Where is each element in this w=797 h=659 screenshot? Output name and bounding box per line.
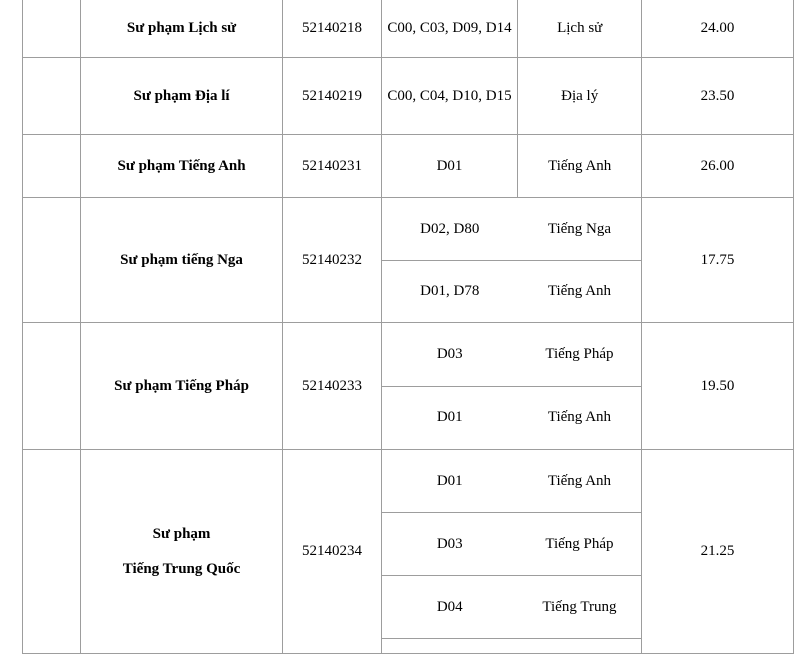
- subject-group-table: [382, 324, 641, 449]
- row-index-cell: [23, 323, 81, 450]
- benchmark-score-cell: 17.75: [641, 198, 793, 323]
- major-code-cell: 52140233: [283, 323, 381, 450]
- subject-group-row: [382, 576, 641, 639]
- major-code-cell: 52140234: [283, 450, 381, 654]
- main-subject-cell: Lịch sử: [518, 0, 642, 58]
- subject-block-cell: D03: [382, 513, 518, 576]
- main-subject-cell: Tiếng Pháp: [518, 324, 641, 387]
- benchmark-score-cell: 23.50: [641, 58, 793, 135]
- major-name-cell: Sư phạm Địa lí: [80, 58, 283, 135]
- subject-group-row: [382, 199, 641, 261]
- subject-group-row: [382, 639, 641, 654]
- row-index-cell: [23, 135, 81, 198]
- major-name-cell: Sư phạm tiếng Nga: [80, 198, 283, 323]
- subject-block-cell: D02, D80: [382, 199, 518, 261]
- main-subject-cell: Tiếng Trung: [518, 576, 641, 639]
- main-subject-cell: Địa lý: [518, 58, 642, 135]
- subject-group-table: [382, 450, 641, 653]
- subject-group-row: [382, 260, 641, 322]
- subject-block-cell: D01: [436, 409, 463, 426]
- main-subject-cell: Tiếng Anh: [518, 135, 642, 198]
- subject-block-cell: D01, D78: [420, 282, 480, 299]
- subject-block-cell: D03: [382, 324, 518, 387]
- subject-group-cell: [381, 450, 641, 654]
- main-subject-cell: Tiếng Anh: [547, 409, 612, 426]
- row-index-cell: [23, 198, 81, 323]
- major-code-cell: 52140231: [283, 135, 381, 198]
- row-index-cell: [23, 450, 81, 654]
- major-code-cell: 52140218: [283, 0, 381, 58]
- table-row: [23, 323, 794, 450]
- subject-block-cell: D01: [381, 135, 518, 198]
- benchmark-score-cell: 19.50: [641, 323, 793, 450]
- major-code-cell: 52140232: [283, 198, 381, 323]
- row-index-cell: [23, 0, 81, 58]
- subject-group-cell: [381, 198, 641, 323]
- major-name-cell: Sư phạm Tiếng Pháp: [80, 323, 283, 450]
- main-subject-cell: Tiếng Nga: [518, 199, 641, 261]
- major-code-cell: 52140219: [283, 58, 381, 135]
- main-subject-cell: Tiếng Anh: [547, 282, 612, 299]
- table-row: [23, 58, 794, 135]
- table-row: [23, 198, 794, 323]
- admissions-score-table: [22, 0, 794, 654]
- subject-group-row: [382, 450, 641, 513]
- main-subject-cell: [518, 639, 641, 654]
- benchmark-score-cell: 26.00: [641, 135, 793, 198]
- table-row: [23, 450, 794, 654]
- benchmark-score-cell: 24.00: [641, 0, 793, 58]
- subject-group-row: [382, 324, 641, 387]
- main-subject-cell: Tiếng Anh: [518, 450, 641, 513]
- row-index-cell: [23, 58, 81, 135]
- major-name-cell: Sư phạm Tiếng Trung Quốc: [80, 450, 283, 654]
- subject-group-row: [382, 386, 641, 449]
- subject-block-cell: C00, C03, D09, D14: [381, 0, 518, 58]
- major-name-cell: Sư phạm Tiếng Anh: [80, 135, 283, 198]
- subject-block-cell: [382, 639, 518, 654]
- table-row: [23, 0, 794, 58]
- subject-block-cell: D01: [382, 450, 518, 513]
- subject-group-cell: [381, 323, 641, 450]
- benchmark-score-cell: 21.25: [641, 450, 793, 654]
- table-row: [23, 135, 794, 198]
- subject-block-cell: D04: [382, 576, 518, 639]
- major-name-cell: Sư phạm Lịch sử: [80, 0, 283, 58]
- subject-group-row: [382, 513, 641, 576]
- subject-block-cell: C00, C04, D10, D15: [381, 58, 518, 135]
- main-subject-cell: Tiếng Pháp: [518, 513, 641, 576]
- subject-group-table: [382, 199, 641, 322]
